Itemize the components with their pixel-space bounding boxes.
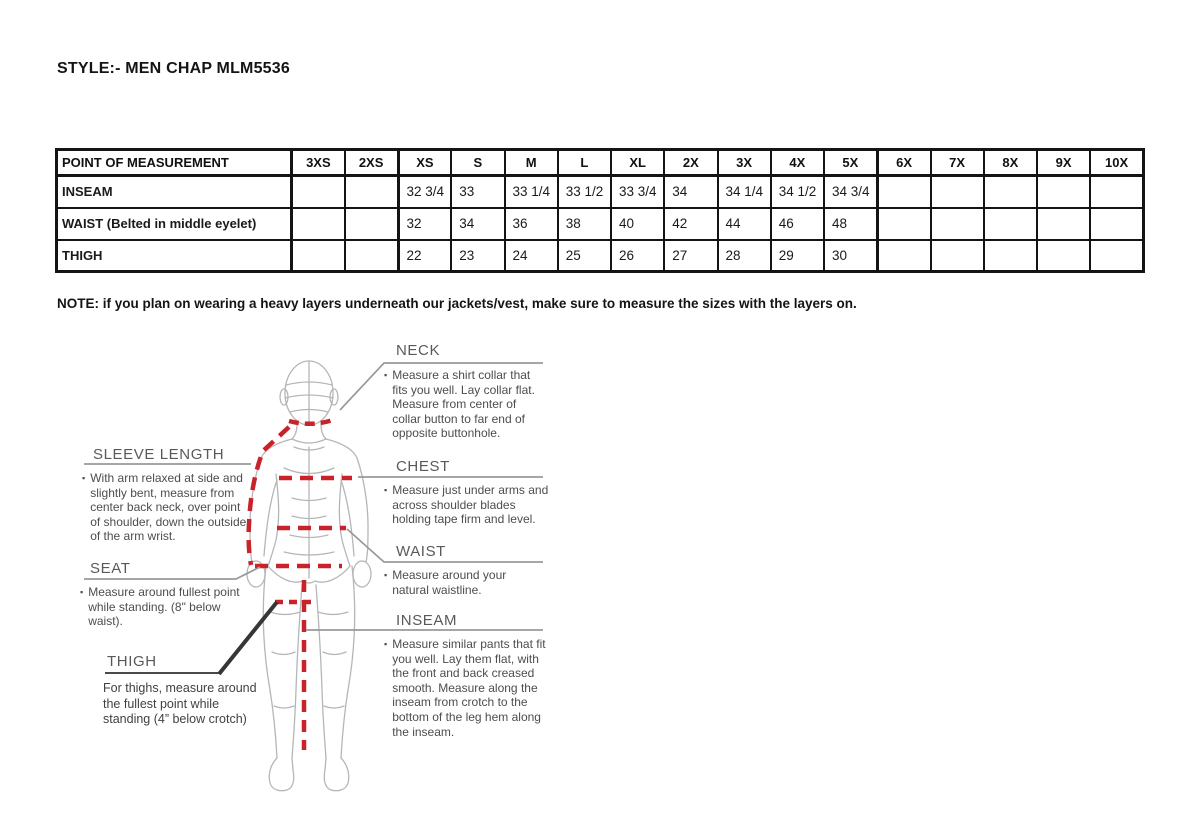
column-header-size: L bbox=[558, 150, 611, 176]
table-cell: 24 bbox=[505, 240, 558, 272]
table-cell: 42 bbox=[664, 208, 717, 240]
table-cell: 48 bbox=[824, 208, 877, 240]
column-header-size: 8X bbox=[984, 150, 1037, 176]
bullet-icon: ▪ bbox=[80, 587, 84, 597]
column-header-size: 10X bbox=[1090, 150, 1143, 176]
inseam-section-description bbox=[384, 637, 550, 739]
column-header-size: 5X bbox=[824, 150, 877, 176]
table-cell: 34 1/4 bbox=[718, 176, 771, 208]
table-cell: 33 bbox=[451, 176, 504, 208]
column-header-size: 9X bbox=[1037, 150, 1090, 176]
thigh-section-title: THIGH bbox=[107, 653, 157, 670]
bullet-icon: ▪ bbox=[384, 639, 388, 649]
sleeve-section-title: SLEEVE LENGTH bbox=[93, 446, 225, 463]
seat-section-description bbox=[80, 585, 242, 629]
column-header-size: XL bbox=[611, 150, 664, 176]
sleeve-description-text: With arm relaxed at side and slightly bent, measure from center back neck, over point of shoulder, down the outside of the arm wrist. bbox=[90, 471, 247, 544]
waist-section-description bbox=[384, 568, 544, 597]
chest-description-text: Measure just under arms and across shoulder blades holding tape firm and level. bbox=[392, 483, 549, 527]
table-cell: 23 bbox=[451, 240, 504, 272]
seat-section-title: SEAT bbox=[90, 560, 131, 577]
waist-section-title: WAIST bbox=[396, 543, 446, 560]
column-header-size: 2XS bbox=[345, 150, 398, 176]
table-cell: 32 3/4 bbox=[398, 176, 451, 208]
column-header-size: 2X bbox=[664, 150, 717, 176]
neck-section-title: NECK bbox=[396, 342, 441, 359]
neck-description-text: Measure a shirt collar that fits you well. Lay collar flat. Measure from center of collar button to far end of opposite buttonhole. bbox=[392, 368, 535, 441]
bullet-icon: ▪ bbox=[384, 370, 388, 380]
note-text: NOTE: if you plan on wearing a heavy layers underneath our jackets/vest, make sure to measure the sizes with the layers on. bbox=[57, 296, 857, 311]
row-label: WAIST (Belted in middle eyelet) bbox=[57, 208, 292, 240]
sleeve-section-description bbox=[82, 471, 252, 544]
column-header-size: 7X bbox=[931, 150, 984, 176]
table-cell: 36 bbox=[505, 208, 558, 240]
row-label: THIGH bbox=[57, 240, 292, 272]
table-cell: 34 3/4 bbox=[824, 176, 877, 208]
table-cell: 33 1/4 bbox=[505, 176, 558, 208]
column-header-size: 3X bbox=[718, 150, 771, 176]
table-cell: 32 bbox=[398, 208, 451, 240]
table-cell: 34 bbox=[664, 176, 717, 208]
inseam-description-text: Measure similar pants that fit you well. Lay them flat, with the front and back creased smooth. Measure along the inseam from crotch to the bottom of the leg hem along the inseam. bbox=[392, 637, 546, 739]
column-header-size: M bbox=[505, 150, 558, 176]
table-cell: 34 bbox=[451, 208, 504, 240]
table-cell: 29 bbox=[771, 240, 824, 272]
chest-section-description bbox=[384, 483, 554, 527]
waist-description-text: Measure around your natural waistline. bbox=[392, 568, 507, 597]
thigh-section-description: For thighs, measure around the fullest point while standing (4” below crotch) bbox=[103, 681, 257, 726]
table-cell: 27 bbox=[664, 240, 717, 272]
table-cell: 33 1/2 bbox=[558, 176, 611, 208]
column-header-size: 4X bbox=[771, 150, 824, 176]
row-label: INSEAM bbox=[57, 176, 292, 208]
column-header-size: XS bbox=[398, 150, 451, 176]
table-cell: 26 bbox=[611, 240, 664, 272]
seat-description-text: Measure around fullest point while standing. (8" below waist). bbox=[88, 585, 240, 629]
column-header-point-of-measurement: POINT OF MEASUREMENT bbox=[57, 150, 292, 176]
column-header-size: S bbox=[451, 150, 504, 176]
chest-section-title: CHEST bbox=[396, 458, 450, 475]
table-cell: 38 bbox=[558, 208, 611, 240]
table-cell: 28 bbox=[718, 240, 771, 272]
sleeve-measure-line bbox=[249, 427, 289, 565]
neck-section-description bbox=[384, 368, 547, 441]
bullet-icon: ▪ bbox=[82, 473, 86, 483]
table-cell: 33 3/4 bbox=[611, 176, 664, 208]
table-cell: 22 bbox=[398, 240, 451, 272]
page-title: STYLE:- MEN CHAP MLM5536 bbox=[57, 60, 290, 77]
table-cell: 34 1/2 bbox=[771, 176, 824, 208]
table-cell: 30 bbox=[824, 240, 877, 272]
inseam-section-title: INSEAM bbox=[396, 612, 458, 629]
neck-measure-line bbox=[289, 420, 333, 424]
table-cell: 46 bbox=[771, 208, 824, 240]
column-header-size: 3XS bbox=[292, 150, 345, 176]
table-cell: 40 bbox=[611, 208, 664, 240]
table-cell: 25 bbox=[558, 240, 611, 272]
column-header-size: 6X bbox=[877, 150, 930, 176]
table-cell: 44 bbox=[718, 208, 771, 240]
bullet-icon: ▪ bbox=[384, 485, 388, 495]
bullet-icon: ▪ bbox=[384, 570, 388, 580]
